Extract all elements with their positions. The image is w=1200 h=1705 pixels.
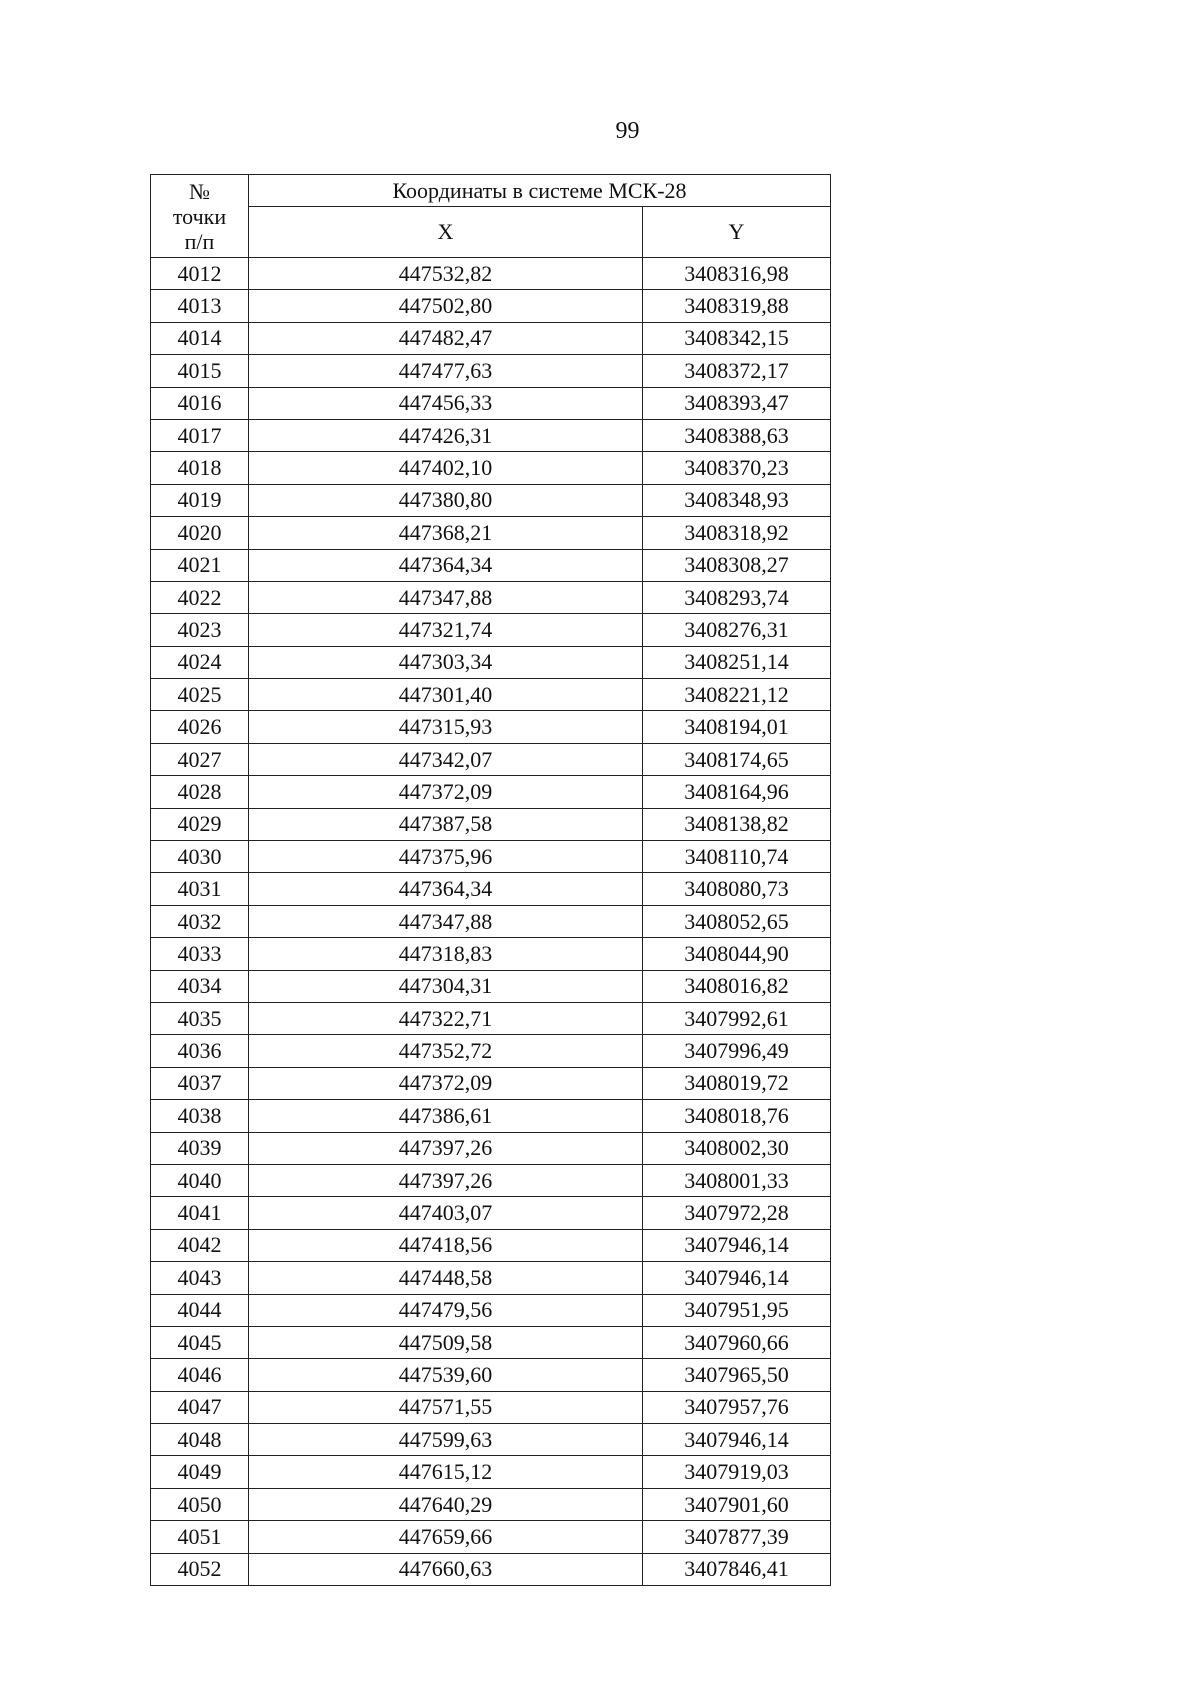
table-row — [151, 1488, 831, 1520]
cell-point-number: 4033 — [151, 938, 249, 970]
cell-y: 3408319,88 — [643, 290, 831, 322]
cell-point-number: 4037 — [151, 1067, 249, 1099]
cell-x: 447372,09 — [249, 776, 643, 808]
cell-x: 447571,55 — [249, 1391, 643, 1423]
cell-x: 447352,72 — [249, 1035, 643, 1067]
cell-x: 447448,58 — [249, 1262, 643, 1294]
cell-y: 3407996,49 — [643, 1035, 831, 1067]
cell-point-number: 4014 — [151, 322, 249, 354]
cell-point-number: 4047 — [151, 1391, 249, 1423]
table-row — [151, 1229, 831, 1261]
cell-point-number: 4029 — [151, 808, 249, 840]
table-row — [151, 776, 831, 808]
cell-y: 3407960,66 — [643, 1326, 831, 1358]
coordinates-table — [150, 174, 831, 1586]
cell-point-number: 4050 — [151, 1488, 249, 1520]
cell-x: 447347,88 — [249, 581, 643, 613]
table-row — [151, 355, 831, 387]
cell-y: 3408221,12 — [643, 679, 831, 711]
cell-y: 3408018,76 — [643, 1100, 831, 1132]
cell-point-number: 4038 — [151, 1100, 249, 1132]
cell-x: 447304,31 — [249, 970, 643, 1002]
cell-point-number: 4041 — [151, 1197, 249, 1229]
cell-point-number: 4025 — [151, 679, 249, 711]
table-row — [151, 646, 831, 678]
cell-point-number: 4044 — [151, 1294, 249, 1326]
table-row — [151, 1100, 831, 1132]
table-row — [151, 1067, 831, 1099]
table-row — [151, 258, 831, 290]
cell-x: 447660,63 — [249, 1553, 643, 1585]
cell-x: 447364,34 — [249, 873, 643, 905]
cell-point-number: 4032 — [151, 905, 249, 937]
page-number: 99 — [615, 118, 640, 144]
table-row — [151, 938, 831, 970]
cell-x: 447342,07 — [249, 743, 643, 775]
header-coordinate-system: Координаты в системе МСК-28 — [249, 175, 831, 207]
cell-y: 3408002,30 — [643, 1132, 831, 1164]
cell-x: 447640,29 — [249, 1488, 643, 1520]
cell-point-number: 4016 — [151, 387, 249, 419]
table-row — [151, 517, 831, 549]
header-num-sign: № — [189, 178, 210, 204]
header-num-word: точки — [172, 203, 227, 229]
header-point-number — [151, 175, 249, 258]
cell-x: 447426,31 — [249, 419, 643, 451]
cell-x: 447372,09 — [249, 1067, 643, 1099]
cell-y: 3408276,31 — [643, 614, 831, 646]
cell-y: 3407946,14 — [643, 1424, 831, 1456]
table-row — [151, 743, 831, 775]
cell-point-number: 4042 — [151, 1229, 249, 1261]
cell-y: 3407846,41 — [643, 1553, 831, 1585]
cell-y: 3407901,60 — [643, 1488, 831, 1520]
cell-y: 3407972,28 — [643, 1197, 831, 1229]
cell-point-number: 4012 — [151, 258, 249, 290]
table-row — [151, 322, 831, 354]
cell-x: 447539,60 — [249, 1359, 643, 1391]
cell-y: 3407992,61 — [643, 1002, 831, 1034]
cell-x: 447479,56 — [249, 1294, 643, 1326]
cell-point-number: 4015 — [151, 355, 249, 387]
table-body — [151, 258, 831, 1586]
cell-x: 447397,26 — [249, 1164, 643, 1196]
cell-y: 3408044,90 — [643, 938, 831, 970]
cell-x: 447386,61 — [249, 1100, 643, 1132]
table-row — [151, 1359, 831, 1391]
cell-x: 447615,12 — [249, 1456, 643, 1488]
cell-y: 3408293,74 — [643, 581, 831, 613]
cell-x: 447599,63 — [249, 1424, 643, 1456]
cell-y: 3407951,95 — [643, 1294, 831, 1326]
table-row — [151, 905, 831, 937]
cell-point-number: 4026 — [151, 711, 249, 743]
cell-y: 3408251,14 — [643, 646, 831, 678]
table-row — [151, 484, 831, 516]
cell-point-number: 4022 — [151, 581, 249, 613]
cell-x: 447315,93 — [249, 711, 643, 743]
cell-y: 3408110,74 — [643, 841, 831, 873]
cell-y: 3408164,96 — [643, 776, 831, 808]
cell-x: 447509,58 — [249, 1326, 643, 1358]
cell-y: 3407965,50 — [643, 1359, 831, 1391]
header-x: X — [249, 207, 643, 258]
cell-x: 447403,07 — [249, 1197, 643, 1229]
cell-x: 447387,58 — [249, 808, 643, 840]
cell-point-number: 4013 — [151, 290, 249, 322]
cell-x: 447532,82 — [249, 258, 643, 290]
table-row — [151, 711, 831, 743]
cell-point-number: 4027 — [151, 743, 249, 775]
cell-x: 447318,83 — [249, 938, 643, 970]
cell-point-number: 4034 — [151, 970, 249, 1002]
cell-y: 3407877,39 — [643, 1521, 831, 1553]
cell-point-number: 4030 — [151, 841, 249, 873]
table-row — [151, 1002, 831, 1034]
cell-point-number: 4017 — [151, 419, 249, 451]
cell-x: 447397,26 — [249, 1132, 643, 1164]
table-row — [151, 1035, 831, 1067]
cell-point-number: 4043 — [151, 1262, 249, 1294]
cell-point-number: 4048 — [151, 1424, 249, 1456]
cell-y: 3408318,92 — [643, 517, 831, 549]
cell-point-number: 4018 — [151, 452, 249, 484]
cell-point-number: 4024 — [151, 646, 249, 678]
cell-x: 447502,80 — [249, 290, 643, 322]
cell-point-number: 4035 — [151, 1002, 249, 1034]
table-row — [151, 1164, 831, 1196]
cell-y: 3408080,73 — [643, 873, 831, 905]
cell-point-number: 4039 — [151, 1132, 249, 1164]
cell-x: 447321,74 — [249, 614, 643, 646]
cell-y: 3408174,65 — [643, 743, 831, 775]
header-y: Y — [643, 207, 831, 258]
table-row — [151, 1326, 831, 1358]
cell-y: 3408370,23 — [643, 452, 831, 484]
cell-x: 447418,56 — [249, 1229, 643, 1261]
table-row — [151, 1132, 831, 1164]
cell-x: 447380,80 — [249, 484, 643, 516]
table-row — [151, 452, 831, 484]
cell-y: 3408001,33 — [643, 1164, 831, 1196]
cell-x: 447477,63 — [249, 355, 643, 387]
cell-y: 3407957,76 — [643, 1391, 831, 1423]
cell-y: 3408342,15 — [643, 322, 831, 354]
cell-y: 3408052,65 — [643, 905, 831, 937]
table-row — [151, 290, 831, 322]
table-row — [151, 841, 831, 873]
cell-point-number: 4020 — [151, 517, 249, 549]
cell-y: 3408019,72 — [643, 1067, 831, 1099]
table-header — [151, 175, 831, 258]
cell-x: 447402,10 — [249, 452, 643, 484]
table-row — [151, 1391, 831, 1423]
cell-x: 447301,40 — [249, 679, 643, 711]
table-row — [151, 581, 831, 613]
cell-y: 3408372,17 — [643, 355, 831, 387]
cell-y: 3408016,82 — [643, 970, 831, 1002]
cell-x: 447303,34 — [249, 646, 643, 678]
cell-y: 3408308,27 — [643, 549, 831, 581]
cell-y: 3408388,63 — [643, 419, 831, 451]
cell-y: 3407946,14 — [643, 1229, 831, 1261]
cell-x: 447364,34 — [249, 549, 643, 581]
table-row — [151, 549, 831, 581]
cell-y: 3408316,98 — [643, 258, 831, 290]
cell-point-number: 4052 — [151, 1553, 249, 1585]
table-row — [151, 614, 831, 646]
table-row — [151, 873, 831, 905]
table-row — [151, 1294, 831, 1326]
cell-point-number: 4036 — [151, 1035, 249, 1067]
cell-point-number: 4019 — [151, 484, 249, 516]
cell-point-number: 4046 — [151, 1359, 249, 1391]
table-row — [151, 387, 831, 419]
table-row — [151, 1456, 831, 1488]
table-row — [151, 970, 831, 1002]
cell-x: 447322,71 — [249, 1002, 643, 1034]
cell-y: 3407919,03 — [643, 1456, 831, 1488]
cell-y: 3407946,14 — [643, 1262, 831, 1294]
cell-point-number: 4021 — [151, 549, 249, 581]
cell-y: 3408348,93 — [643, 484, 831, 516]
cell-y: 3408393,47 — [643, 387, 831, 419]
table-row — [151, 1197, 831, 1229]
cell-point-number: 4049 — [151, 1456, 249, 1488]
cell-y: 3408194,01 — [643, 711, 831, 743]
cell-x: 447659,66 — [249, 1521, 643, 1553]
cell-point-number: 4031 — [151, 873, 249, 905]
table-row — [151, 1262, 831, 1294]
cell-x: 447482,47 — [249, 322, 643, 354]
table-row — [151, 1553, 831, 1585]
table-row — [151, 1424, 831, 1456]
cell-x: 447375,96 — [249, 841, 643, 873]
table-row — [151, 1521, 831, 1553]
cell-y: 3408138,82 — [643, 808, 831, 840]
table-row — [151, 679, 831, 711]
cell-x: 447347,88 — [249, 905, 643, 937]
cell-point-number: 4051 — [151, 1521, 249, 1553]
cell-point-number: 4040 — [151, 1164, 249, 1196]
cell-point-number: 4028 — [151, 776, 249, 808]
header-num-abbr: п/п — [184, 228, 215, 254]
cell-x: 447368,21 — [249, 517, 643, 549]
table-row — [151, 419, 831, 451]
cell-point-number: 4023 — [151, 614, 249, 646]
cell-point-number: 4045 — [151, 1326, 249, 1358]
cell-x: 447456,33 — [249, 387, 643, 419]
table-row — [151, 808, 831, 840]
